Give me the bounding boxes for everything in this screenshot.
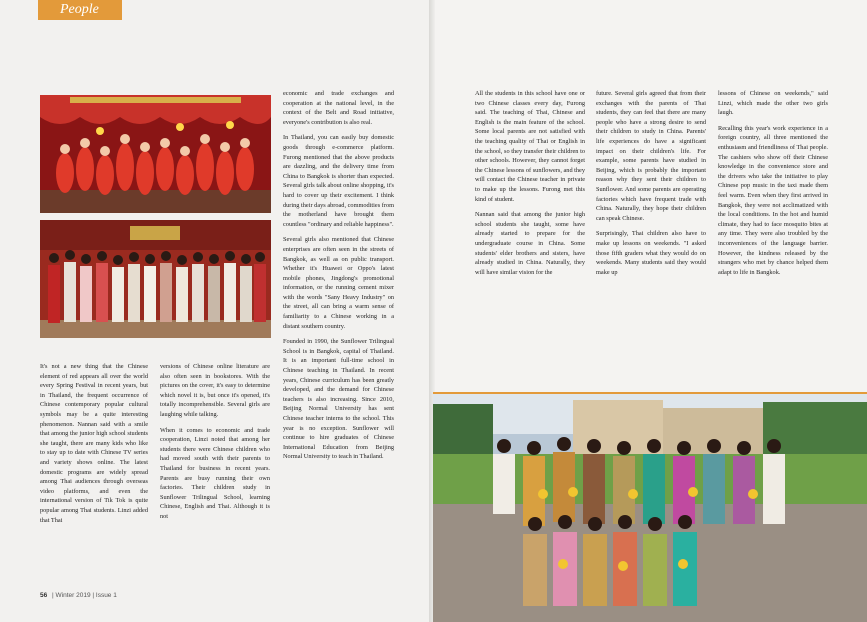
issue-info: | Winter 2019 | Issue 1 (52, 592, 117, 599)
photo-top-rule (433, 392, 867, 394)
paragraph: Surprisingly, Thai children also have to make up lessons on weekends. "I asked those fifth graders what they would do on weekends. Many students said they would make up (596, 230, 706, 276)
paragraph: Nannan said that among the junior high school students she taught, some have already started to prepare for the undergraduate course in China. Some students' elder brothers and sisters, have already studied in China. Naturally, they will have similar vision for the (475, 211, 585, 276)
column-4 (475, 89, 585, 283)
photo-students-outdoor (433, 394, 867, 622)
column-6 (718, 89, 828, 283)
paragraph: When it comes to economic and trade cooperation, Linzi noted that among her students there were Chinese children who had moved south with their parents to Thailand for business in recent years. Parents are busy running their own factories. Their children study in Sunflower Trilingual School, learning Chinese, English and Thai. Although it is not (160, 426, 270, 520)
column-2 (160, 362, 270, 528)
column-3 (283, 89, 394, 468)
paragraph: Founded in 1990, the Sunflower Trilingual School is in Bangkok, capital of Thailand. It is an important full-time school in Chinese teaching in Thailand. In recent years, Chinese curriculum has been greatly developed, and the demand for Chinese teachers is also increasing. Since 2010, Beijing Normal University has sent Chinese teacher interns to the school. This year is no exception. Sunflower will continue to hire graduates of Chinese International Education from Beijing Normal University to teach in Thailand. (283, 338, 394, 461)
paragraph: economic and trade exchanges and cooperation at the national level, in the context of the Belt and Road initiative, everyone's contribution is also real. (283, 90, 394, 126)
column-1 (40, 362, 148, 531)
photo-stage-performance (40, 95, 271, 213)
paragraph: versions of Chinese online literature are also often seen in bookstores. With the pictures on the cover, it's easy to determine which novel it is, but once it's opened, it's totally incomprehensible. Several girls are laughing while talking. (160, 363, 270, 418)
paragraph: In Thailand, you can easily buy domestic goods through e-commerce platform. Furong mentioned that the above products are dazzling, and the delivery time from China to Bangkok is shorter than expected. Several girls talk about online shopping, it's hard to cover up their excitement. I think during their days abroad, commodities from the motherland have brought them countless "ordinary and reliable happiness". (283, 134, 394, 228)
photo-teachers-group (40, 220, 271, 338)
page-footer (40, 592, 117, 599)
page-number: 56 (40, 592, 48, 599)
paragraph: It's not a new thing that the Chinese element of red appears all over the world every Spring Festival in recent years, but in Thailand, the frequent occurrence of Chinese contemporary popular cultural symbols may be a quite interesting phenomenon. Nannan said with a smile that among the junior high school students she taught, there are many kids who like to stay up to date with Chinese TV series and variety shows online. The latest domestic programs are widely spread among Thai audiences through overseas video platforms, and even the international version of Tik Tok is quite popular among Thai students. Linzi added that Thai (40, 363, 148, 524)
teachers-photo-graphic (40, 220, 271, 338)
section-label: People (38, 0, 122, 20)
paragraph: Recalling this year's work experience in a foreign country, all three mentioned the enthusiasm and friendliness of Thai people. The cashiers who show off their Chinese knowledge in the convenience store and the drivers who take the initiative to play Chinese pop music in the taxi made them feel warm. Even when they first arrived in Bangkok, they were not acclimatized with the local conditions. In the hot and humid climate, they had to face mosquito bites at any time. They were also troubled by the inconveniences of the language barrier. However, the kindness released by the strangers who met by chance helped them adapt to life in Bangkok. (718, 124, 828, 276)
paragraph: lessons of Chinese on weekends," said Linzi, which made the other two girls laugh. (718, 90, 828, 117)
paragraph: Several girls also mentioned that Chinese enterprises are often seen in the streets of Bangkok, as well as on public transport. Whether it's Huawei or Oppo's latest mobile phones, Jingdong's promotional information, or the running cement mixer with the words "Sany Heavy Industry" on the street, all can bring a warm sense of familiarity to a Chinese working in a distant southern country. (283, 236, 394, 330)
outdoor-photo-graphic (433, 394, 867, 622)
column-5 (596, 89, 706, 283)
paragraph: future. Several girls agreed that from their exchanges with the parents of Thai students, they can feel that there are many people who have a strong desire to send their children to study in China. Parents' life experiences do have a significant impact on their children's life. For example, some parents have studied in Beijing, which is probably the important reason why they sent their children to Sunflower. And some parents are operating factories which have frequent trade with China. Naturally, they hope their children can speak Chinese. (596, 90, 706, 222)
paragraph: All the students in this school have one or two Chinese classes every day, Furong said. The teaching of Thai, Chinese and English is the main feature of the school. Some local parents are not satisfied with the teaching quality of Thai or English in the school, so they transfer their children to other schools. However, they cannot forget the Chinese lessons of sunflowers, and they will contact the Chinese teacher in private to make up the lessons. Furong met this kind of student. (475, 90, 586, 203)
stage-photo-graphic (40, 95, 271, 213)
